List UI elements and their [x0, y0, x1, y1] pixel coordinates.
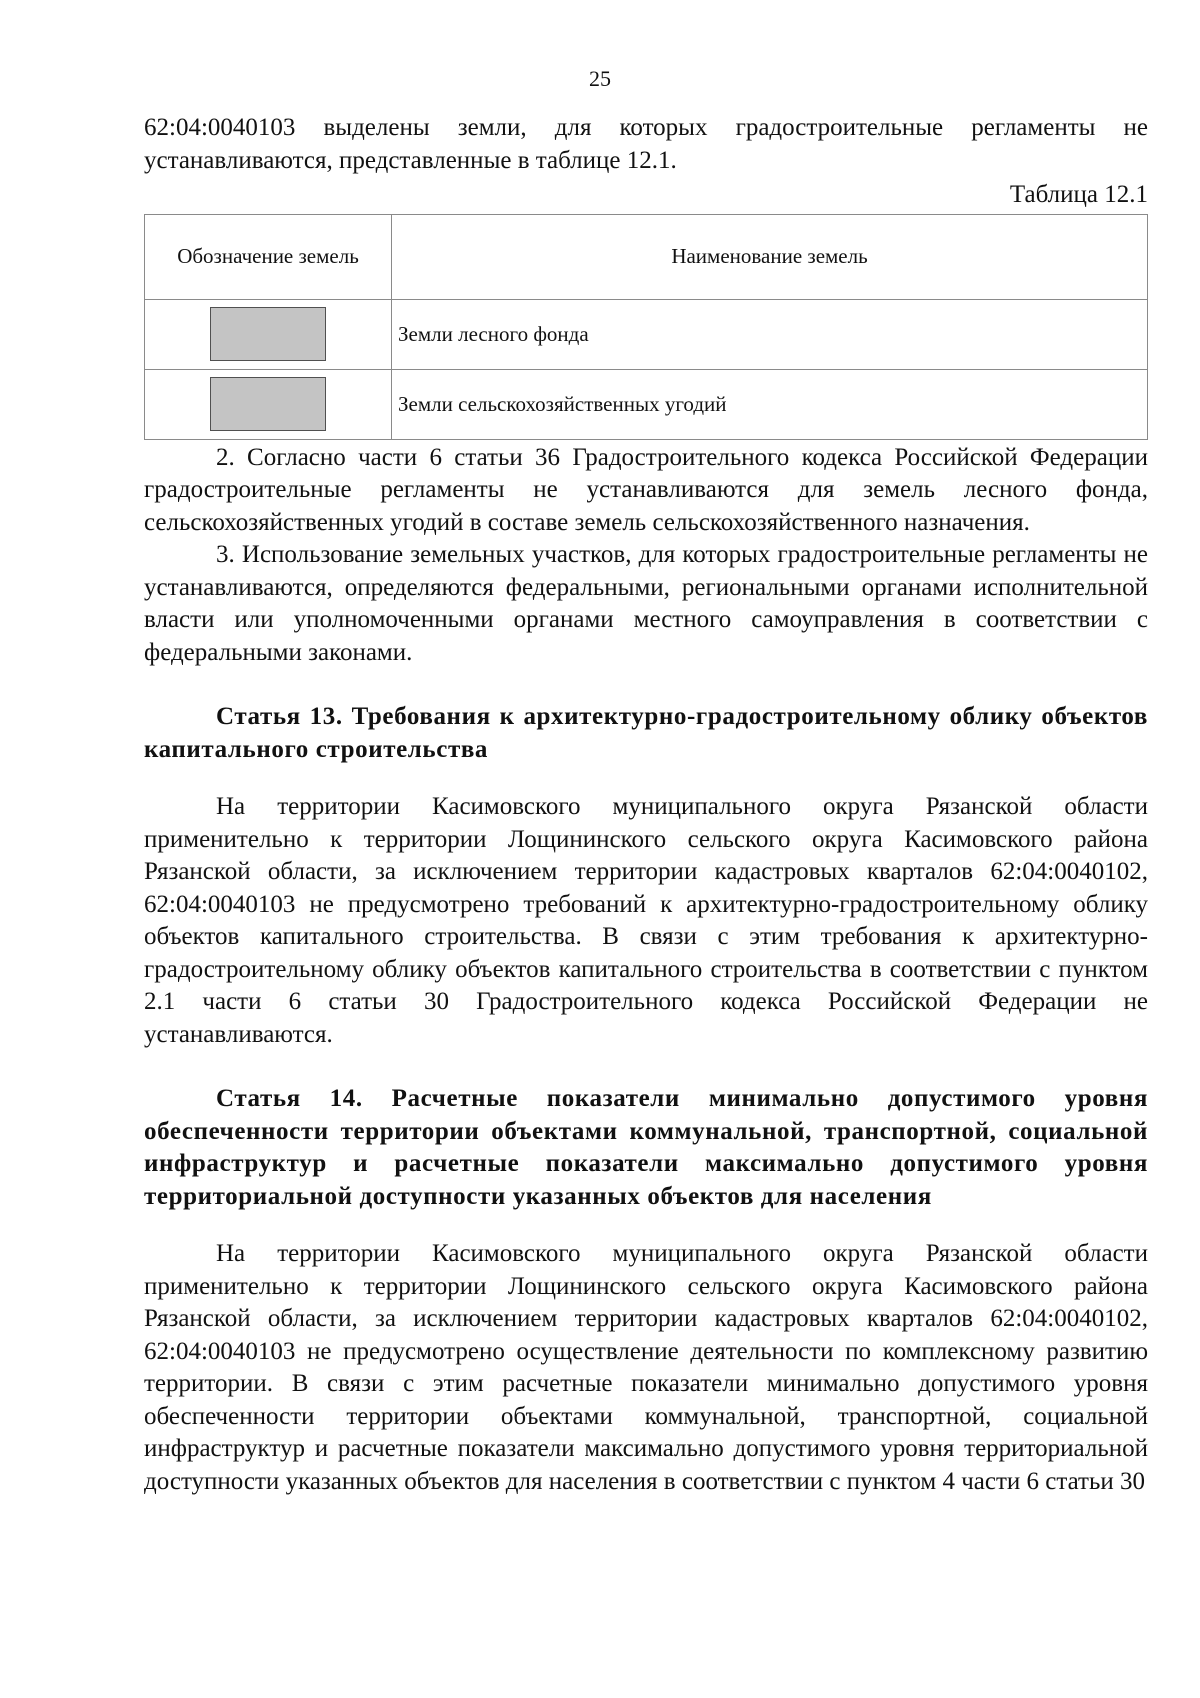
article-13-body: На территории Касимовского муниципального округа Рязанской области применительно к территории Лощининского сельского округа Касимовского района Рязанской области, за исключением территории кадастровых кварталов 62:04:0040102, 62:04:0040103 не предусмотрено требований к архитектурно-градостроительному облику объектов капитального строительства. В связи с этим требования к архитектурно-градостроительному облику объектов капитального строительства в соответствии с пунктом 2.1 части 6 статьи 30 Градостроительного кодекса Российской Федерации не устанавливаются.: [144, 793, 1148, 1048]
land-name: Земли лесного фонда: [392, 299, 1148, 369]
swatch-cell: [145, 369, 392, 439]
paragraph-item-3: 3. Использование земельных участков, для которых градостроительные регламенты не устанавливаются, определяются федеральными, региональными органами исполнительной власти или уполномоченными органами местного самоуправления в соответствии с федеральными законами.: [144, 541, 1148, 666]
land-legend-table: [144, 214, 1148, 440]
header-name: Наименование земель: [392, 214, 1148, 299]
article-13-heading: [144, 701, 1148, 766]
table-row: [145, 369, 1148, 439]
header-designation: Обозначение земель: [145, 214, 392, 299]
article-13-title: Статья 13. Требования к архитектурно-градостроительному облику объектов капитального строительства: [144, 703, 1148, 763]
document-body: [144, 112, 1148, 1498]
table-row: [145, 299, 1148, 369]
article-14-heading: [144, 1083, 1148, 1213]
article-14-title: Статья 14. Расчетные показатели минимально допустимого уровня обеспеченности территории объектами коммунальной, транспортной, социальной инфраструктур и расчетные показатели максимально допустимого уровня территориальной доступности указанных объектов для населения: [144, 1085, 1148, 1210]
page-number: 25: [589, 66, 611, 91]
intro-paragraph: 62:04:0040103 выделены земли, для которых градостроительные регламенты не устанавливаются, представленные в таблице 12.1.: [144, 114, 1148, 174]
paragraph-item-2: 2. Согласно части 6 статьи 36 Градостроительного кодекса Российской Федерации градостроительные регламенты не устанавливаются для земель лесного фонда, сельскохозяйственных угодий в составе земель сельскохозяйственного назначения.: [144, 443, 1148, 536]
article-14-body: На территории Касимовского муниципального округа Рязанской области применительно к территории Лощининского сельского округа Касимовского района Рязанской области, за исключением территории кадастровых кварталов 62:04:0040102, 62:04:0040103 не предусмотрено осуществление деятельности по комплексному развитию территории. В связи с этим расчетные показатели минимально допустимого уровня обеспеченности территории объектами коммунальной, транспортной, социальной инфраструктур и расчетные показатели максимально допустимого уровня территориальной доступности указанных объектов для населения в соответствии с пунктом 4 части 6 статьи 30: [144, 1240, 1148, 1495]
swatch-cell: [145, 299, 392, 369]
forest-land-swatch: [210, 307, 326, 361]
land-name: Земли сельскохозяйственных угодий: [392, 369, 1148, 439]
table-caption: Таблица 12.1: [1009, 181, 1148, 208]
agricultural-land-swatch: [210, 377, 326, 431]
table-header-row: [145, 214, 1148, 299]
